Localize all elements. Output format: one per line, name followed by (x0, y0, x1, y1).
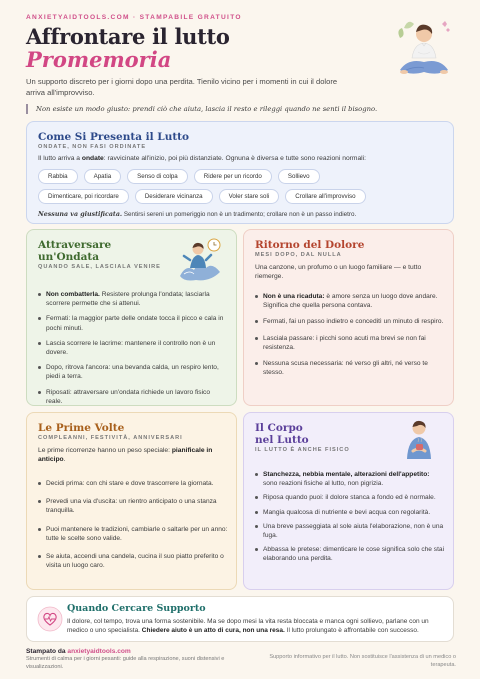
list-item: Fermati: la maggior parte delle ondate tocca il picco e cala in pochi minuti. (38, 314, 228, 332)
card-ondata (26, 229, 237, 406)
corpo-list (255, 470, 445, 570)
card-subtitle: IL LUTTO È ANCHE FISICO (255, 447, 350, 453)
list-item: Riposa quando puoi: il dolore stanca a fondo ed è normale. (255, 493, 445, 502)
card-title: Attraversare un'Ondata (38, 239, 112, 263)
card-subtitle: COMPLEANNI, FESTIVITÀ, ANNIVERSARI (38, 435, 183, 441)
meditating-person-illustration (388, 10, 458, 90)
emotion-chip: Dimenticare, poi ricordare (38, 189, 129, 204)
list-item: Non combatterla. Resistere prolunga l'ondata; lasciarla scorrere permette che si attenui. (38, 290, 228, 308)
card-title: Ritorno del Dolore (255, 239, 365, 251)
card-prime-volte (26, 412, 237, 590)
card-intro: Le prime ricorrenze hanno un peso speciale: pianificale in anticipo. (38, 447, 213, 464)
header (26, 14, 386, 98)
list-item: Nessuna scusa necessaria: né verso gli altri, né verso te stesso. (255, 359, 445, 377)
list-item: Lascia scorrere le lacrime: mantenere il controllo non è un dovere. (38, 339, 228, 357)
footer-description: Strumenti di calma per i giorni pesanti: guide alla respirazione, suoni distensivi e visualizzazioni. (26, 656, 225, 670)
list-item: Prevedi una via d'uscita: un rientro anticipato o una stanza tranquilla. (38, 497, 228, 515)
card-supporto (26, 596, 454, 642)
card-text: Il dolore, col tempo, trova una forma sostenibile. Ma se dopo mesi la vita resta bloccata e manca ogni sollievo, parlane con un medico o uno specialista. Chiedere aiuto è un atto di cura, non una resa. Il lutto prolungato è affrontabile con successo. (67, 618, 429, 635)
emotion-chip: Rabbia (38, 169, 78, 184)
emotion-chip: Sollievo (278, 169, 320, 184)
card-intro: Una canzone, un profumo o un luogo familiare — e tutto riemerge. (255, 264, 422, 281)
footer-title: Stampato da anxietyaidtools.com (26, 648, 131, 655)
emotion-chip: Apatia (84, 169, 122, 184)
list-item: Riposati: attraversare un'ondata richiede un lavoro fisico reale. (38, 388, 228, 406)
emotion-chip: Voler stare soli (219, 189, 280, 204)
list-item: Una breve passeggiata al sole aiuta l'elaborazione, non è una fuga. (255, 522, 445, 540)
card-text: Il lutto arriva a ondate: ravvicinate all'inizio, poi più distanziate. Ognuna è diversa e tutte sono reazioni normali: (38, 155, 367, 162)
ritorno-list (255, 292, 445, 383)
emotion-chip: Crollare all'improvviso (285, 189, 365, 204)
list-item: Mangia qualcosa di nutriente e bevi acqua con regolarità. (255, 508, 445, 517)
card-subtitle: ONDATE, NON FASI ORDINATE (38, 144, 147, 150)
list-item: Fermati, fai un passo indietro e conceditì un minuto di respiro. (255, 317, 445, 326)
list-item: Stanchezza, nebbia mentale, alterazioni dell'appetito: sono reazioni fisiche al lutto, non pigrizia. (255, 470, 445, 488)
list-item: Puoi mantenere le tradizioni, cambiarle o saltarle per un anno: tutte le scelte sono valide. (38, 525, 228, 543)
list-item: Se aiuta, accendi una candela, cucina il suo piatto preferito o visita un luogo caro. (38, 552, 228, 570)
emotion-chip: Desiderare vicinanza (135, 189, 213, 204)
card-corpo (243, 412, 454, 590)
prime-list (38, 479, 228, 576)
card-note: Nessuna va giustificata. Sentirsi sereni un pomeriggio non è un tradimento; crollare non è un passo indietro. (38, 211, 357, 219)
ondata-list (38, 290, 228, 412)
list-item: Abbassa le pretese: dimenticare le cose significa solo che stai elaborando una perdita. (255, 545, 445, 563)
footer-disclaimer: Supporto informativo per il lutto. Non sostituisce l'assistenza di un medico o terapeuta. (269, 654, 456, 668)
page-subtitle: Promemoria (26, 47, 172, 72)
list-item: Dopo, ritrova l'ancora: una bevanda calda, un respiro lento, piedi a terra. (38, 363, 228, 381)
footer-site-link[interactable]: anxietyaidtools.com (67, 648, 131, 655)
page-title: Affrontare il lutto (26, 24, 230, 49)
emotion-chips (38, 169, 368, 204)
list-item: Non è una ricaduta: è amore senza un luogo dove andare. Significa che quella persona contava. (255, 292, 445, 310)
site-kicker: ANXIETYAIDTOOLS.COM · STAMPABILE GRATUITO (26, 14, 242, 21)
list-item: Decidi prima: con chi stare e dove trascorrere la giornata. (38, 479, 228, 488)
card-come-si-presenta (26, 121, 454, 224)
list-item: Lasciala passare: i picchi sono acuti ma brevi se non fai resistenza. (255, 334, 445, 352)
card-subtitle: MESI DOPO, DAL NULLA (255, 252, 342, 258)
page-intro: Un supporto discreto per i giorni dopo una perdita. Tienilo vicino per i momenti in cui il dolore arriva all'improvviso. (26, 77, 338, 97)
card-title: Quando Cercare Supporto (67, 603, 206, 614)
card-subtitle: QUANDO SALE, LASCIALA VENIRE (38, 264, 161, 270)
card-ritorno (243, 229, 454, 406)
emotion-chip: Senso di colpa (127, 169, 188, 184)
card-title: Come Si Presenta il Lutto (38, 131, 190, 143)
person-tea-illustration (399, 417, 439, 463)
person-wave-clock-illustration (176, 236, 224, 284)
card-title: Le Prime Volte (38, 422, 125, 434)
emotion-chip: Ridere per un ricordo (194, 169, 272, 184)
heart-pulse-icon (37, 606, 63, 632)
card-title: Il Corpo nel Lutto (255, 422, 309, 446)
intro-quote: Non esiste un modo giusto: prendi ciò che aiuta, lascia il resto e rileggi quando ne senti il bisogno. (26, 104, 456, 114)
